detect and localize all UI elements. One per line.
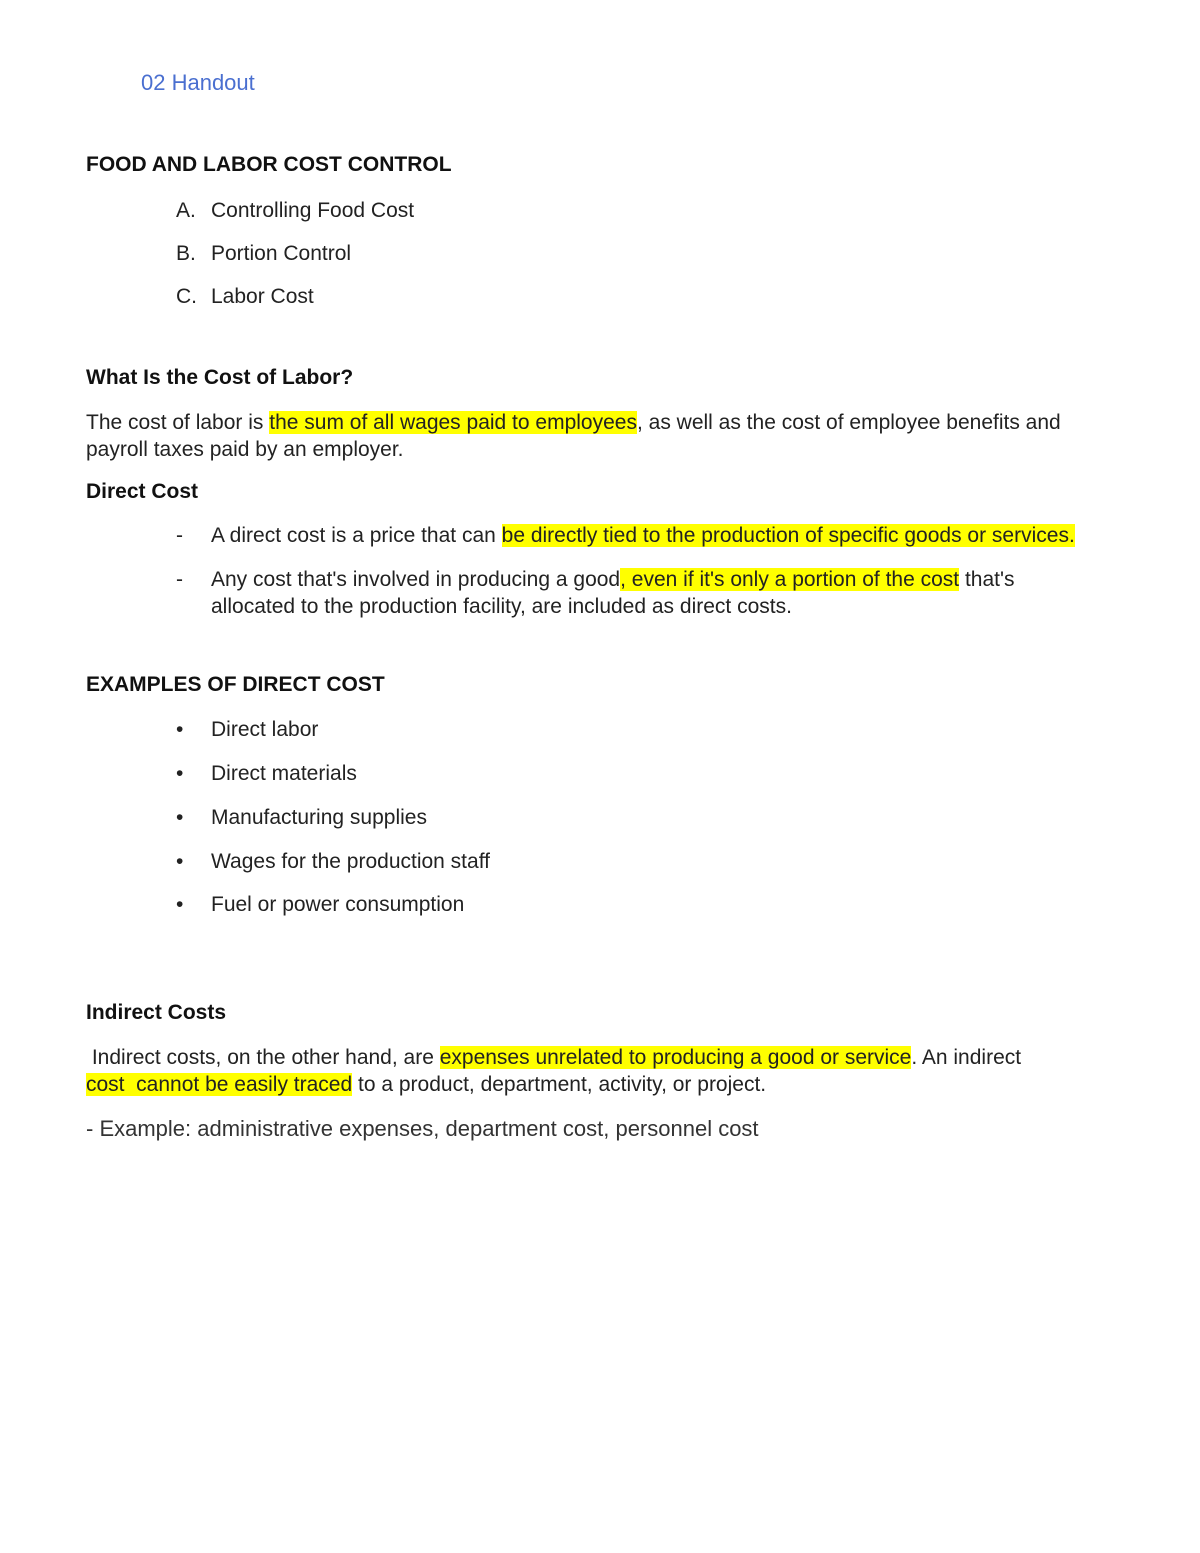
example-label: Fuel or power consumption — [211, 893, 465, 916]
indirect-text-1: Indirect costs, on the other hand, are — [86, 1046, 440, 1069]
main-heading: FOOD AND LABOR COST CONTROL — [86, 153, 452, 176]
indirect-example-line: - Example: administrative expenses, department cost, personnel cost — [86, 1116, 759, 1141]
bullet-text-before: Any cost that's involved in producing a good — [211, 568, 621, 591]
example-label: Direct materials — [211, 762, 357, 785]
example-item — [176, 718, 318, 742]
indirect-highlight-2: cost cannot be easily traced — [86, 1073, 353, 1096]
labor-text-after: , as well as the cost of employee benefits and payroll taxes paid by an employer. — [86, 411, 1061, 461]
outline-item — [176, 199, 414, 223]
labor-heading: What Is the Cost of Labor? — [86, 366, 354, 389]
outline-label: Controlling Food Cost — [211, 199, 415, 222]
indirect-text-2: . An indirect — [911, 1046, 1027, 1069]
dash-marker: - — [176, 524, 183, 547]
direct-cost-bullet-text — [211, 566, 1016, 620]
direct-cost-heading: Direct Cost — [86, 480, 199, 503]
bullet-text-after: that's allocated to the production facility, are included as direct costs. — [211, 568, 1015, 618]
examples-heading: EXAMPLES OF DIRECT COST — [86, 673, 385, 696]
example-label: Direct labor — [211, 718, 319, 741]
example-label: Manufacturing supplies — [211, 806, 427, 829]
outline-marker: B. — [176, 242, 196, 265]
bullet-marker: • — [176, 806, 184, 829]
bullet-marker: • — [176, 718, 184, 741]
outline-label: Portion Control — [211, 242, 352, 265]
example-label: Wages for the production staff — [211, 850, 490, 873]
example-item — [176, 806, 427, 830]
bullet-text-highlight: , even if it's only a portion of the cost — [620, 568, 960, 591]
handout-label: 02 Handout — [141, 70, 255, 95]
indirect-heading: Indirect Costs — [86, 1001, 227, 1024]
example-item — [176, 850, 490, 874]
bullet-text-highlight: be directly tied to the production of specific goods or services. — [501, 524, 1075, 547]
outline-marker: C. — [176, 285, 197, 308]
indirect-highlight-1: expenses unrelated to producing a good or service — [439, 1046, 912, 1069]
outline-item — [176, 285, 314, 309]
outline-marker: A. — [176, 199, 196, 222]
bullet-marker: • — [176, 762, 184, 785]
outline-item — [176, 242, 351, 266]
labor-text-before: The cost of labor is — [86, 411, 270, 434]
bullet-text-before: A direct cost is a price that can — [211, 524, 502, 547]
bullet-marker: • — [176, 850, 184, 873]
indirect-paragraph — [86, 1044, 1046, 1098]
indirect-text-3: to a product, department, activity, or project. — [352, 1073, 767, 1096]
direct-cost-bullet — [176, 566, 1016, 620]
example-item — [176, 762, 357, 786]
labor-text-highlight: the sum of all wages paid to employees — [269, 411, 637, 434]
bullet-marker: • — [176, 893, 184, 916]
dash-marker: - — [176, 568, 183, 591]
direct-cost-bullet — [176, 522, 1076, 549]
outline-label: Labor Cost — [211, 285, 314, 308]
direct-cost-bullet-text — [211, 522, 1076, 549]
labor-paragraph — [86, 409, 1106, 463]
example-item — [176, 893, 464, 917]
